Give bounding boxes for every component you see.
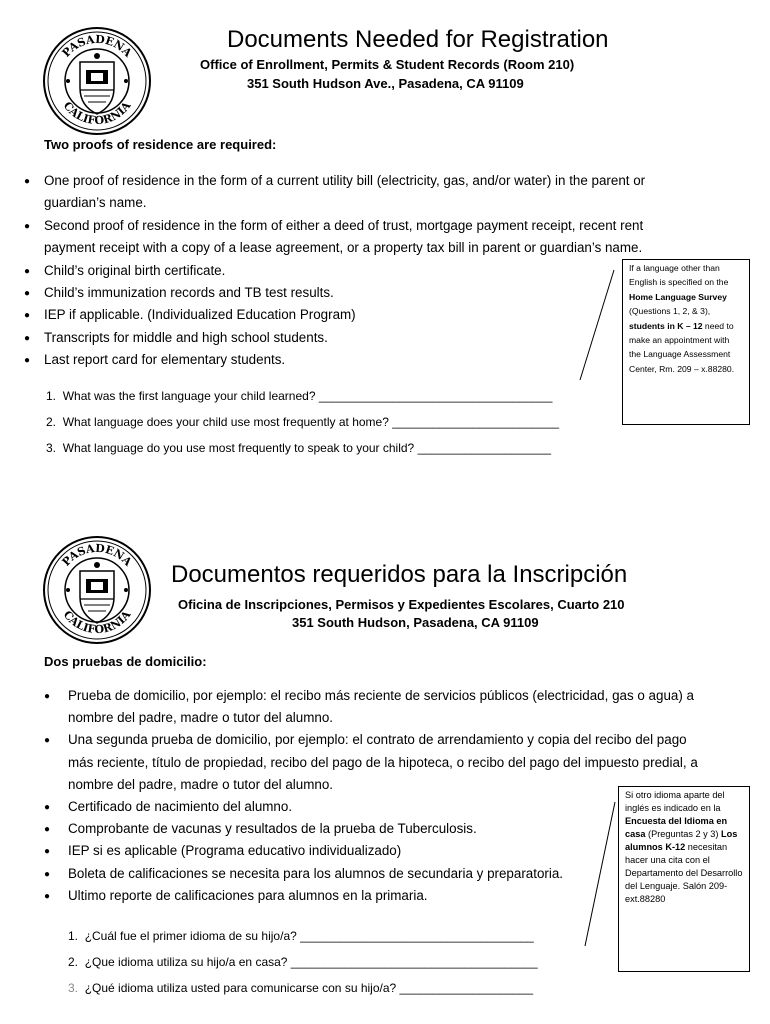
language-assessment-note: If a language other than English is specified on the Home Language Survey (Questions 1, 2, & 3), students in K – 12 need to make an appointment with the Language Assessment Center, Rm. 209 – x.88280. — [622, 259, 750, 425]
list-item: ● Certificado de nacimiento del alumno. — [44, 799, 293, 815]
callout-line — [578, 268, 618, 383]
question-item[interactable]: 1. What was the first language your child learned? ___________________________________ — [46, 389, 553, 403]
list-item: ● Child’s original birth certificate. — [24, 262, 226, 278]
list-item: ● Second proof of residence in the form of either a deed of trust, mortgage payment receipt, recent rent payment receipt with a copy of a lease agreement, or a property tax bill in parent or guardian’s name. — [24, 217, 644, 256]
list-item: ● Last report card for elementary students. — [24, 352, 286, 368]
list-item: ● Boleta de calificaciones se necesita para los alumnos de secundaria y preparatoria. — [44, 865, 563, 881]
svg-text:PASADENA: PASADENA — [59, 32, 135, 60]
list-item: ● IEP if applicable. (Individualized Education Program) — [24, 307, 356, 323]
svg-text:PASADENA: PASADENA — [59, 541, 135, 569]
list-item: ● Comprobante de vacunas y resultados de la prueba de Tuberculosis. — [44, 821, 477, 837]
section-heading: Two proofs of residence are required: — [44, 137, 277, 152]
question-item[interactable]: 3. What language do you use most frequently to speak to your child? ____________________ — [46, 441, 552, 455]
office-address: 351 South Hudson, Pasadena, CA 91109 — [292, 615, 539, 630]
office-name: Office of Enrollment, Permits & Student Records (Room 210) — [200, 57, 575, 72]
list-item: ● One proof of residence in the form of a current utility bill (electricity, gas, and/or water) in the parent or guardian’s name. — [24, 173, 646, 211]
page-title: Documentos requeridos para la Inscripción — [171, 561, 628, 588]
language-questions — [68, 923, 538, 1001]
svg-text:CALIFORNIA: CALIFORNIA — [60, 99, 134, 128]
list-item: ● Prueba de domicilio, por ejemplo: el recibo más reciente de servicios públicos (electricidad, gas o agua) a nombre del padre, madre o tutor del alumno. — [44, 688, 694, 726]
office-name: Oficina de Inscripciones, Permisos y Expedientes Escolares, Cuarto 210 — [178, 597, 625, 612]
question-item[interactable]: 1. ¿Cuál fue el primer idioma de su hijo/a? ___________________________________ — [68, 929, 534, 943]
list-item: ● Ultimo reporte de calificaciones para alumnos en la primaria. — [44, 887, 428, 903]
list-item: ● Child’s immunization records and TB test results. — [24, 285, 334, 301]
question-item[interactable]: 2. ¿Que idioma utiliza su hijo/a en casa? _____________________________________ — [68, 955, 538, 969]
language-questions — [46, 383, 559, 461]
question-item[interactable]: 3. ¿Qué idioma utiliza usted para comunicarse con su hijo/a? ____________________ — [68, 981, 533, 995]
section-heading: Dos pruebas de domicilio: — [44, 654, 207, 669]
list-item: ● Transcripts for middle and high school students. — [24, 329, 328, 345]
list-item: ● Una segunda prueba de domicilio, por ejemplo: el contrato de arrendamiento y copia del recibo del pago más reciente, título de propiedad, recibo del pago de la hipoteca, o recibo del pago del impuesto predial, a nombre del padre, madre o tutor del alumno. — [44, 732, 698, 792]
list-item: ● IEP si es aplicable (Programa educativo individualizado) — [44, 843, 402, 859]
pasadena-seal-logo — [42, 26, 152, 136]
page-title: Documents Needed for Registration — [227, 26, 609, 53]
svg-text:CALIFORNIA: CALIFORNIA — [60, 608, 134, 637]
pasadena-seal-logo — [42, 535, 152, 645]
language-assessment-note: Si otro idioma aparte del inglés es indicado en la Encuesta del Idioma en casa (Preguntas 2 y 3) Los alumnos K-12 necesitan hacer una cita con el Departamento del Desarrollo del Lenguaje. Salón 209-ext.88280 — [618, 786, 750, 972]
callout-line — [583, 800, 619, 950]
office-address: 351 South Hudson Ave., Pasadena, CA 91109 — [247, 76, 524, 91]
question-item[interactable]: 2. What language does your child use most frequently at home? _________________________ — [46, 415, 560, 429]
